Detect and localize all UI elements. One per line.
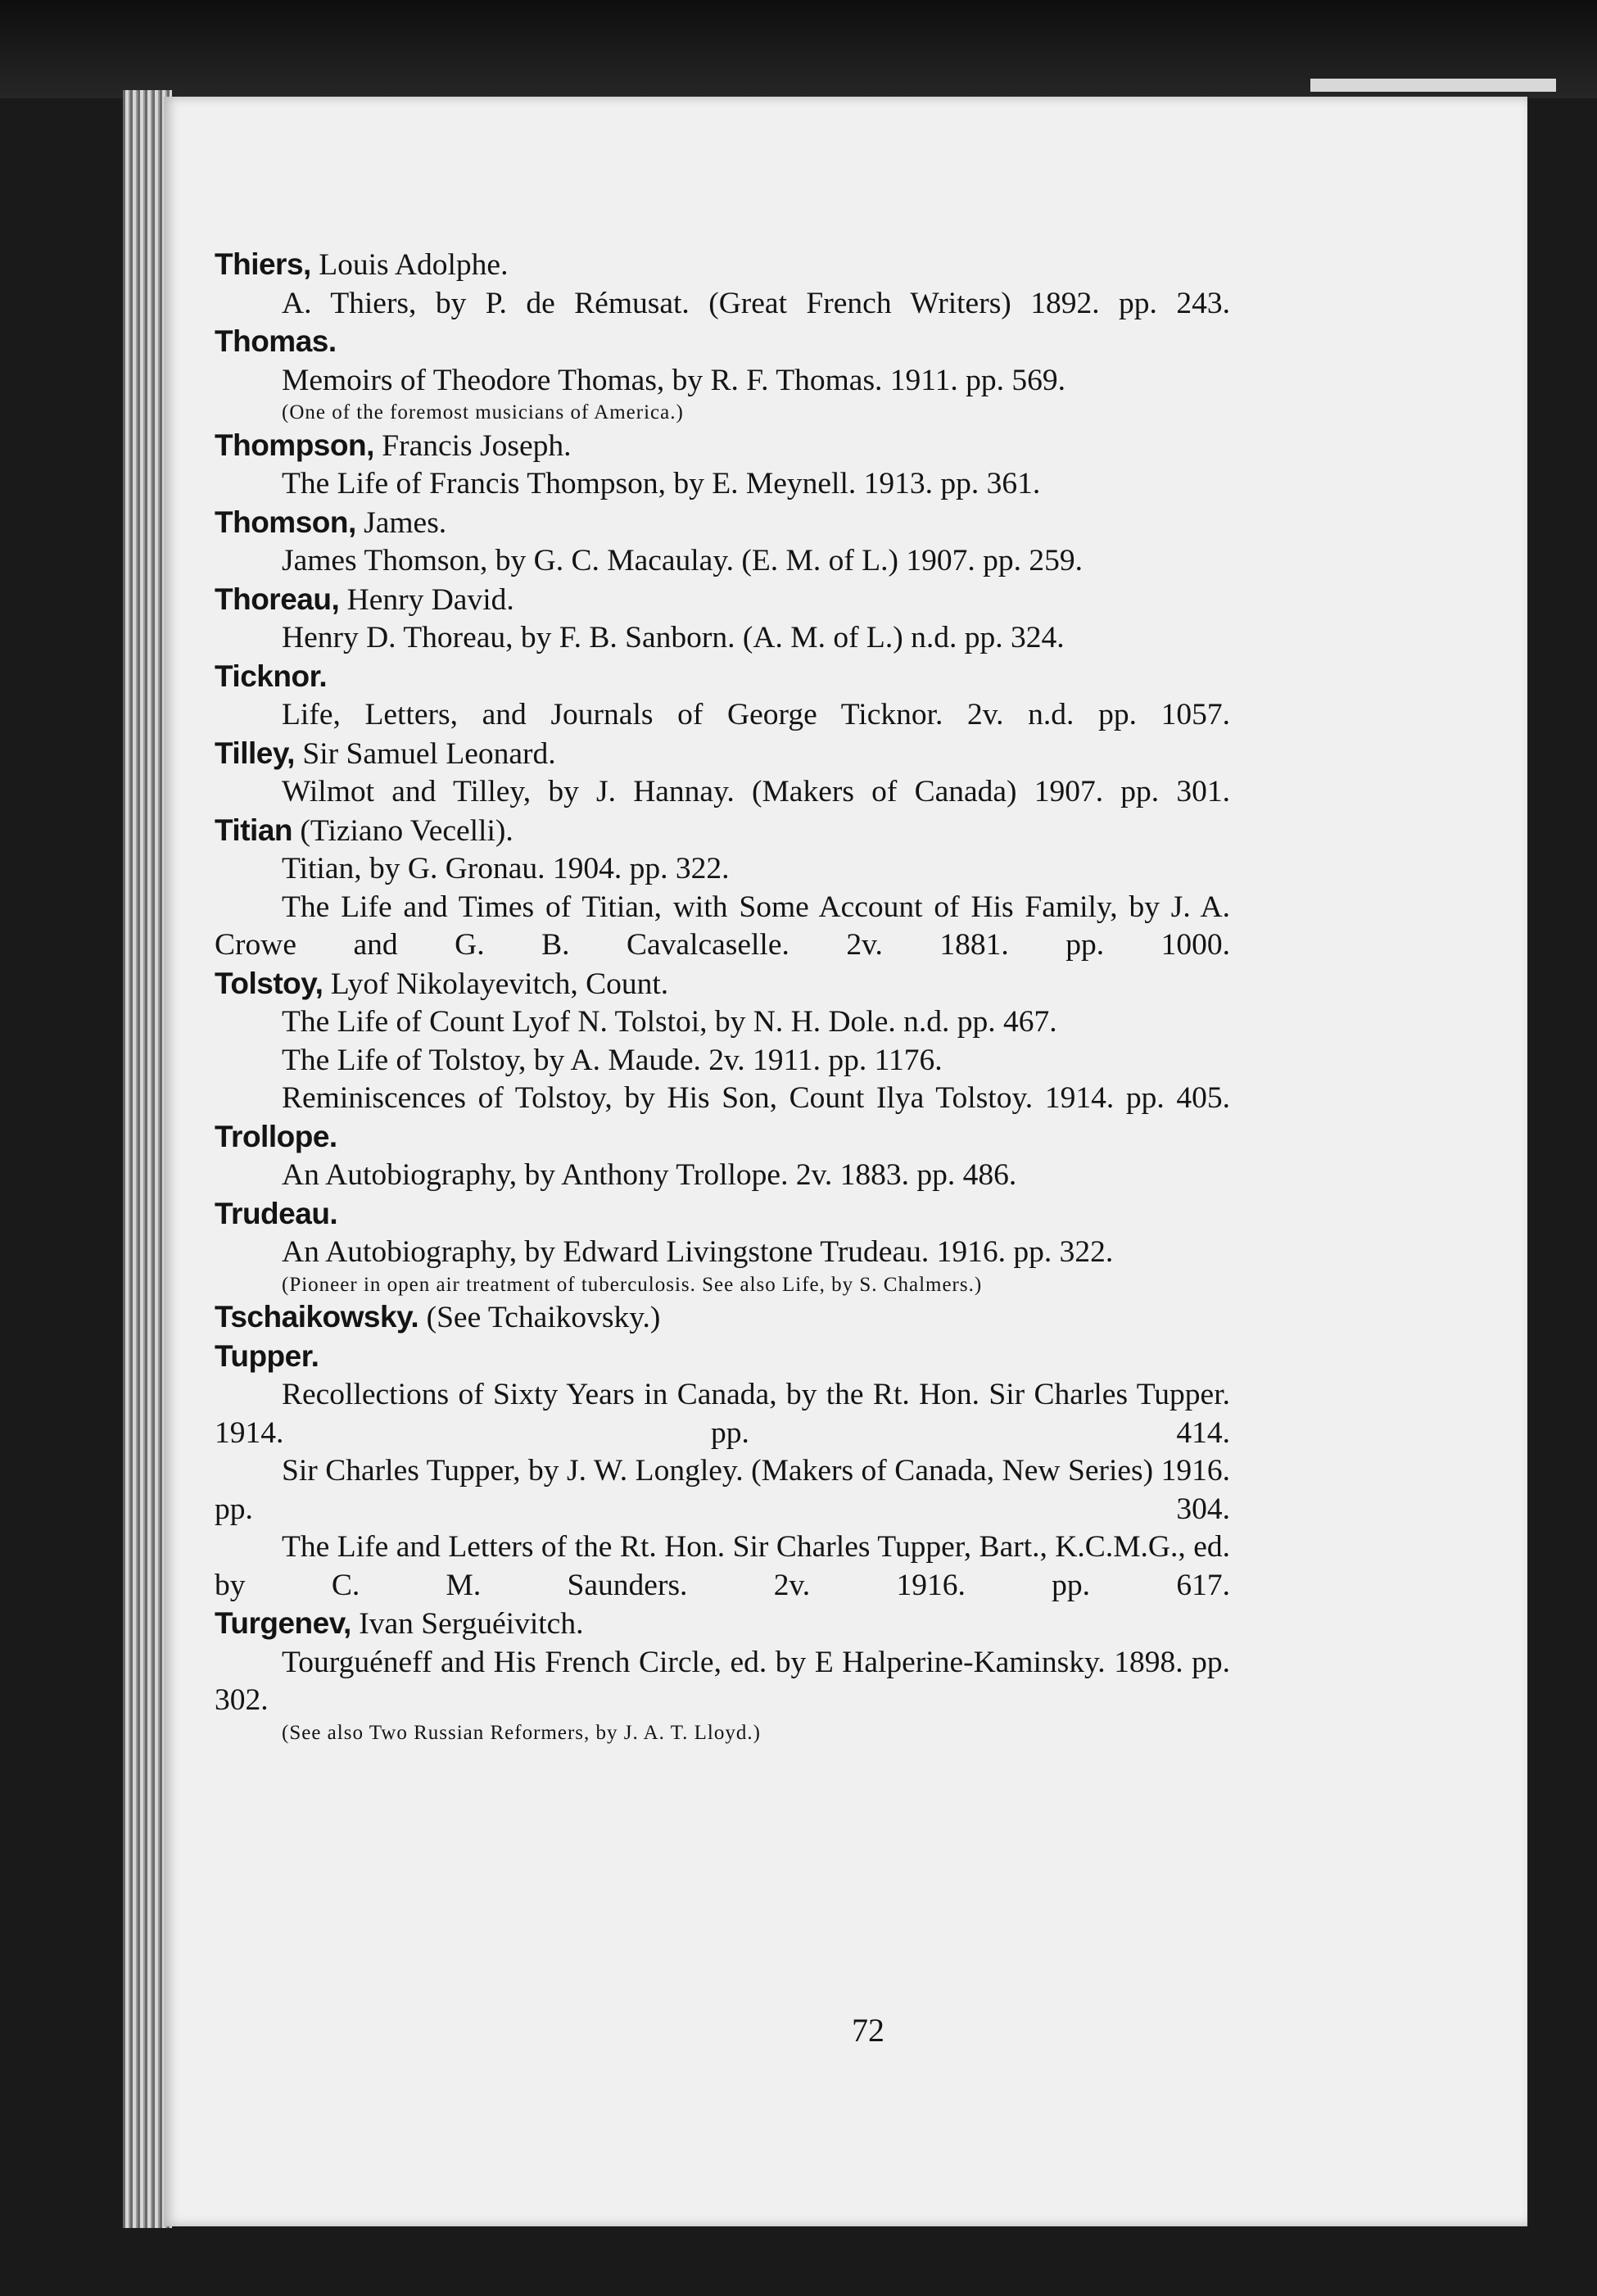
entry-heading [215,581,1230,620]
work-citation: Henry D. Thoreau, by F. B. Sanborn. (A. M. of L.) n.d. pp. 324. [282,621,1065,654]
entry-subject-detail: Francis Joseph. [373,428,572,463]
citation-note: (Pioneer in open air treatment of tuberculosis. See also Life, by S. Chalmers.) [282,1273,983,1296]
entry-subject: Tolstoy, [215,966,323,1000]
entry-heading [215,1605,1230,1644]
entry-subject: Thoreau, [215,582,340,616]
work-citation: A. Thiers, by P. de Rémusat. (Great French Writers) 1892. pp. 243. [282,286,1230,320]
entry-subject: Tilley, [215,736,295,770]
entry-subject: Tupper. [215,1338,319,1373]
scan-paper-tab [1310,79,1556,92]
entry-heading [215,1118,1230,1157]
work-citation: The Life of Tolstoy, by A. Maude. 2v. 1911. pp. 1176. [282,1043,943,1077]
entry-subject: Ticknor. [215,659,328,693]
entry-subject: Turgenev, [215,1606,351,1640]
work-citation: Memoirs of Theodore Thomas, by R. F. Thomas. 1911. pp. 569. [282,363,1066,397]
work-citation: Wilmot and Tilley, by J. Hannay. (Makers of Canada) 1907. pp. 301. [282,775,1230,808]
work-citation: Life, Letters, and Journals of George Ticknor. 2v. n.d. pp. 1057. [282,698,1230,731]
entry-heading [215,735,1230,774]
entry-subject-detail: Henry David. [339,582,514,617]
entry-heading [215,658,1230,697]
entry-heading [215,1338,1230,1377]
entry-subject: Thomas. [215,324,337,358]
page-number: 72 [852,2012,884,2049]
entry-subject-detail: (Tiziano Vecelli). [292,813,513,848]
entry-subject: Thomson, [215,505,356,539]
entry-subject-detail: Lyof Nikolayevitch, Count. [323,967,669,1001]
entry-subject: Tschaikowsky. [215,1300,419,1334]
entry-subject-detail: (See Tchaikovsky.) [418,1301,661,1334]
citation-note: (See also Two Russian Reformers, by J. A. T. Lloyd.) [282,1721,761,1744]
entry-heading [215,504,1230,543]
work-citation: The Life and Letters of the Rt. Hon. Sir Charles Tupper, Bart., K.C.M.G., ed. by C. M. Saunders. 2v. 1916. pp. 617. [215,1530,1230,1602]
entry-subject-detail: Ivan Serguéivitch. [351,1607,584,1641]
entry-heading [215,246,1230,285]
entry-subject: Titian [215,813,292,847]
work-citation: Titian, by G. Gronau. 1904. pp. 322. [282,852,730,885]
entry-subject-detail: James. [355,505,447,540]
citation-note: (One of the foremost musicians of America.) [282,401,684,423]
entry-heading [215,1298,1230,1338]
entry-heading [215,965,1230,1004]
work-citation: An Autobiography, by Anthony Trollope. 2v. 1883. pp. 486. [282,1158,1017,1192]
work-citation: The Life of Count Lyof N. Tolstoi, by N. H. Dole. n.d. pp. 467. [282,1005,1057,1039]
entry-subject: Thiers, [215,247,311,281]
entry-heading [215,427,1230,466]
work-citation: An Autobiography, by Edward Livingstone Trudeau. 1916. pp. 322. [282,1235,1114,1269]
entry-subject: Thompson, [215,428,374,462]
entry-subject-detail: Louis Adolphe. [310,248,509,282]
entry-heading [215,1195,1230,1234]
work-citation: The Life and Times of Titian, with Some Account of His Family, by J. A. Crowe and G. B. Cavalcaselle. 2v. 1881. pp. 1000. [215,890,1230,962]
work-citation: Tourguéneff and His French Circle, ed. by E Halperine-Kaminsky. 1898. pp. 302. [215,1645,1230,1717]
entry-subject: Trudeau. [215,1196,338,1230]
work-citation: Sir Charles Tupper, by J. W. Longley. (Makers of Canada, New Series) 1916. pp. 304. [215,1454,1230,1526]
work-citation: The Life of Francis Thompson, by E. Meynell. 1913. pp. 361. [282,467,1041,500]
entry-heading [215,812,1230,851]
entry-subject: Trollope. [215,1119,337,1153]
entry-subject-detail: Sir Samuel Leonard. [294,736,556,771]
work-citation: Reminiscences of Tolstoy, by His Son, Count Ilya Tolstoy. 1914. pp. 405. [282,1081,1230,1115]
biography-list [215,246,1230,1746]
work-citation: Recollections of Sixty Years in Canada, by the Rt. Hon. Sir Charles Tupper. 1914. pp. 414. [215,1378,1230,1450]
entry-heading [215,323,1230,362]
work-citation: James Thomson, by G. C. Macaulay. (E. M. of L.) 1907. pp. 259. [282,544,1084,577]
